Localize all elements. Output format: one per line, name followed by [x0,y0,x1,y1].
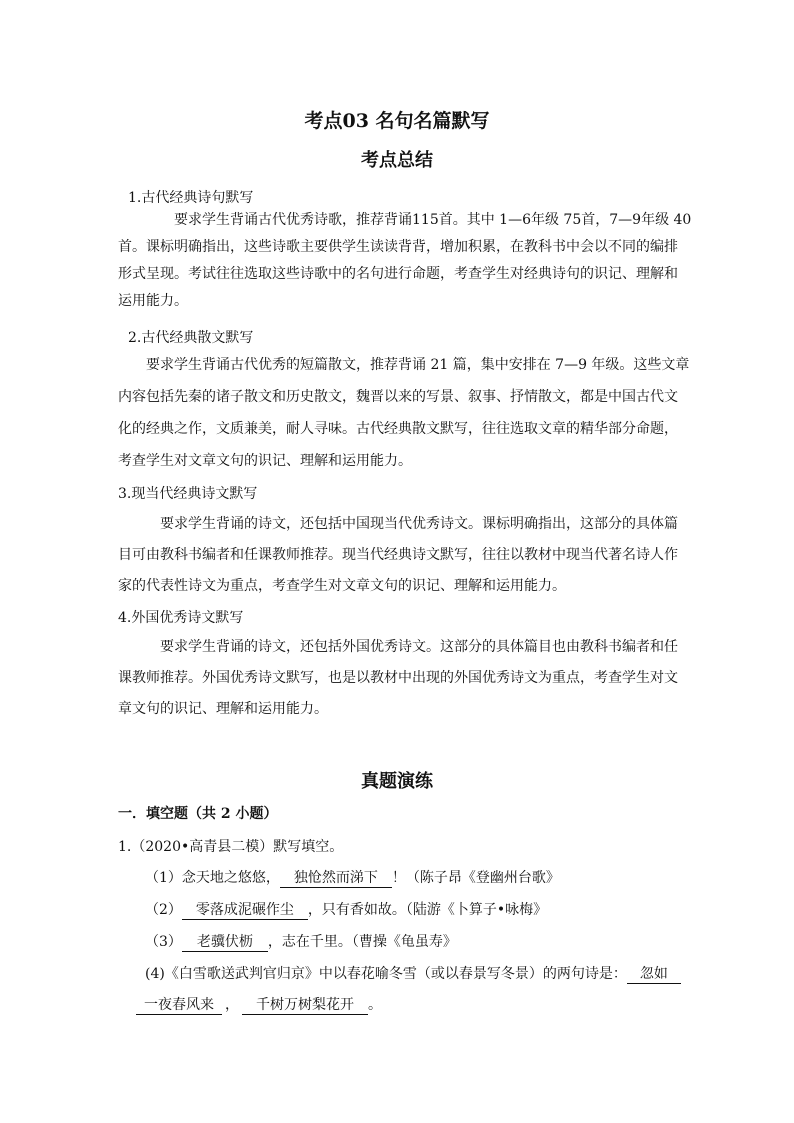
item-1-suffix: ！（陈子昂《登幽州台歌》 [391,870,560,886]
item-1-prefix: （1）念天地之悠悠， [145,870,280,886]
item-2-prefix: （2） [145,902,182,918]
section-4-line-2: 课教师推荐。外国优秀诗文默写，也是以教材中出现的外国优秀诗文为重点，考查学生对文 [118,670,678,686]
question-stem: 1.（2020•高青县二模）默写填空。 [118,839,344,855]
answer-blank-4c: 千树万树梨花开 [242,996,368,1015]
part-heading: 一．填空题（共 2 小题） [118,806,278,822]
answer-blank-2: 零落成泥碾作尘 [182,901,308,920]
item-2-suffix: ，只有香如故。（陆游《卜算子•咏梅》 [307,902,548,918]
section-1-line-1: 要求学生背诵古代优秀诗歌，推荐背诵115首。其中 1—6年级 75首，7—9年级 40 [174,212,692,228]
question-item-4 [145,963,681,984]
answer-blank-3: 老骥伏枥 [182,933,268,952]
section-3-line-2: 目可由教科书编者和任课教师推荐。现当代经典诗文默写，往往以教材中现当代著名诗人作 [118,547,678,563]
question-item-2 [145,899,547,920]
summary-heading: 考点总结 [361,150,433,171]
separator: ， [225,997,239,1013]
item-4-prefix: (4)《白雪歌送武判官归京》中以春花喻冬雪（或以春景写冬景）的两句诗是： [145,966,627,982]
answer-blank-4a: 忽如 [627,965,681,984]
section-1-line-4: 运用能力。 [118,293,188,309]
section-1-line-2: 首。课标明确指出，这些诗歌主要供学生读读背背，增加积累，在教科书中会以不同的编排 [118,239,678,255]
item-3-prefix: （3） [145,934,182,950]
section-heading-3: 3.现当代经典诗文默写 [118,486,258,502]
section-heading-4: 4.外国优秀诗文默写 [118,610,244,626]
section-2-line-1: 要求学生背诵古代优秀的短篇散文，推荐背诵 21 篇，集中安排在 7—9 年级。这些文章 [146,357,690,373]
question-item-1 [145,867,560,888]
section-heading-2: 2.古代经典散文默写 [128,330,254,346]
question-item-3 [145,931,457,952]
section-2-line-2: 内容包括先秦的诸子散文和历史散文，魏晋以来的写景、叙事、抒情散文，都是中国古代文 [118,389,678,405]
section-3-line-3: 家的代表性诗文为重点，考查学生对文章文句的识记、理解和运用能力。 [118,578,566,594]
answer-blank-4b: 一夜春风来 [136,996,222,1015]
section-4-line-1: 要求学生背诵的诗文，还包括外国优秀诗文。这部分的具体篇目也由教科书编者和任 [160,639,678,655]
page-title: 考点03 名句名篇默写 [304,110,490,132]
item-3-suffix: ，志在千里。（曹操《龟虽寿》 [267,934,457,950]
answer-blank-1: 独怆然而涕下 [280,869,392,888]
line-end: 。 [368,997,382,1013]
practice-heading: 真题演练 [361,771,433,792]
question-item-4-continued [136,994,382,1015]
section-3-line-1: 要求学生背诵的诗文，还包括中国现当代优秀诗文。课标明确指出，这部分的具体篇 [160,516,678,532]
section-heading-1: 1.古代经典诗句默写 [128,190,254,206]
section-4-line-3: 章文句的识记、理解和运用能力。 [118,701,328,717]
section-2-line-4: 考查学生对文章文句的识记、理解和运用能力。 [118,453,412,469]
section-2-line-3: 化的经典之作，文质兼美，耐人寻味。古代经典散文默写，往往选取文章的精华部分命题， [118,421,678,437]
section-1-line-3: 形式呈现。考试往往选取这些诗歌中的名句进行命题，考查学生对经典诗句的识记、理解和 [118,266,678,282]
